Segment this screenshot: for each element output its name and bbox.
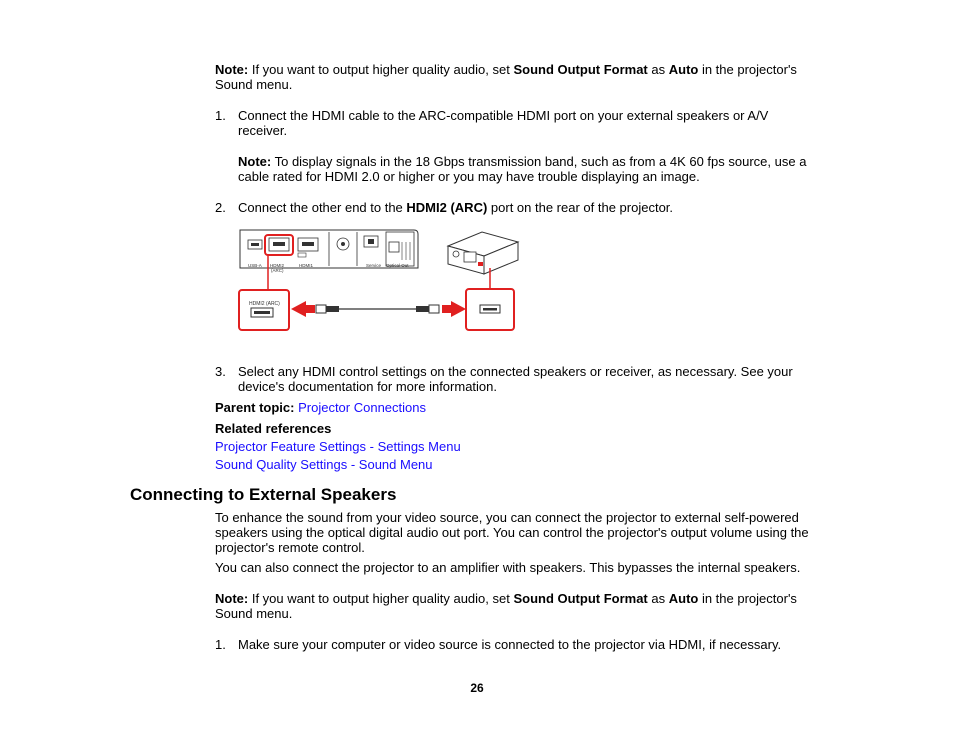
hdmi-arc-diagram [236,224,526,336]
note-bold-setting: Sound Output Format [513,62,648,77]
hdmi-cable [316,305,439,313]
note-bold-setting: Sound Output Format [513,591,648,606]
note-text: If you want to output higher quality audio, set [248,591,514,606]
step-number: 2. [215,200,226,215]
zoomed-device-hdmi-port [466,289,514,330]
zoomed-hdmi2-port [239,290,289,330]
note-text: in the projector's Sound menu. [215,591,797,621]
note-paragraph [215,591,815,621]
arrow-right-icon [442,301,466,317]
port-label-usb: USB-A [248,263,262,268]
related-heading: Related references [215,421,332,436]
step-text: Select any HDMI control settings on the connected speakers or receiver, as necessary. See your device's documentation for more information. [238,364,793,394]
parent-topic-label: Parent topic: [215,400,295,415]
note-label: Note: [238,154,272,169]
note-label: Note: [215,591,249,606]
port-label-optical: Optical Out [386,263,409,268]
zoom-port-label: HDMI2 (ARC) [249,301,280,307]
parent-topic [215,400,426,415]
note-text: To display signals in the 18 Gbps transmission band, such as from a 4K 60 fps source, use a cable rated for HDMI 2.0 or higher or you may have trouble displaying an image. [238,154,807,184]
connection-figure [236,224,526,336]
section-title: Connecting to External Speakers [130,485,397,504]
related-link-2-row [215,457,433,472]
note-text: as [647,62,669,77]
section-paragraph-1: To enhance the sound from your video source, you can connect the projector to external self-powered speakers using the optical digital audio out port. You can control the projector's output volume using the projector's remote control. [215,510,809,555]
port-label-arc: (ARC) [271,268,284,273]
port-label-hdmi1: HDMI1 [299,263,314,268]
related-references [215,421,331,436]
note-label: Note: [215,62,249,77]
related-link-1-row [215,439,461,454]
step-text: Make sure your computer or video source is connected to the projector via HDMI, if necessary. [238,637,782,652]
port-label-service: Service [366,263,382,268]
step-number: 3. [215,364,226,379]
arrow-left-icon [291,301,315,317]
step-text: Connect the HDMI cable to the ARC-compatible HDMI port on your external speakers or A/V receiver. [238,108,769,138]
parent-topic-link[interactable]: Projector Connections [298,400,426,415]
section-paragraph-2: You can also connect the projector to an amplifier with speakers. This bypasses the internal speakers. [215,560,801,575]
note-bold-value: Auto [668,591,699,606]
note-bold-value: Auto [668,62,699,77]
step-1-note [238,154,818,184]
step-number: 1. [215,108,226,123]
step-text: Connect the other end to the HDMI2 (ARC) port on the rear of the projector. [238,200,674,215]
related-link[interactable]: Sound Quality Settings - Sound Menu [215,457,433,472]
note-paragraph [215,62,815,92]
port-label-hdmi2: HDMI2 [270,263,285,268]
port-name: HDMI2 (ARC) [406,200,488,215]
note-text: If you want to output higher quality audio, set [248,62,514,77]
note-text: as [647,591,669,606]
step-number: 1. [215,637,226,652]
page-number: 26 [470,681,484,695]
external-receiver-device [448,232,518,274]
note-text: in the projector's Sound menu. [215,62,797,92]
related-link[interactable]: Projector Feature Settings - Settings Menu [215,439,461,454]
